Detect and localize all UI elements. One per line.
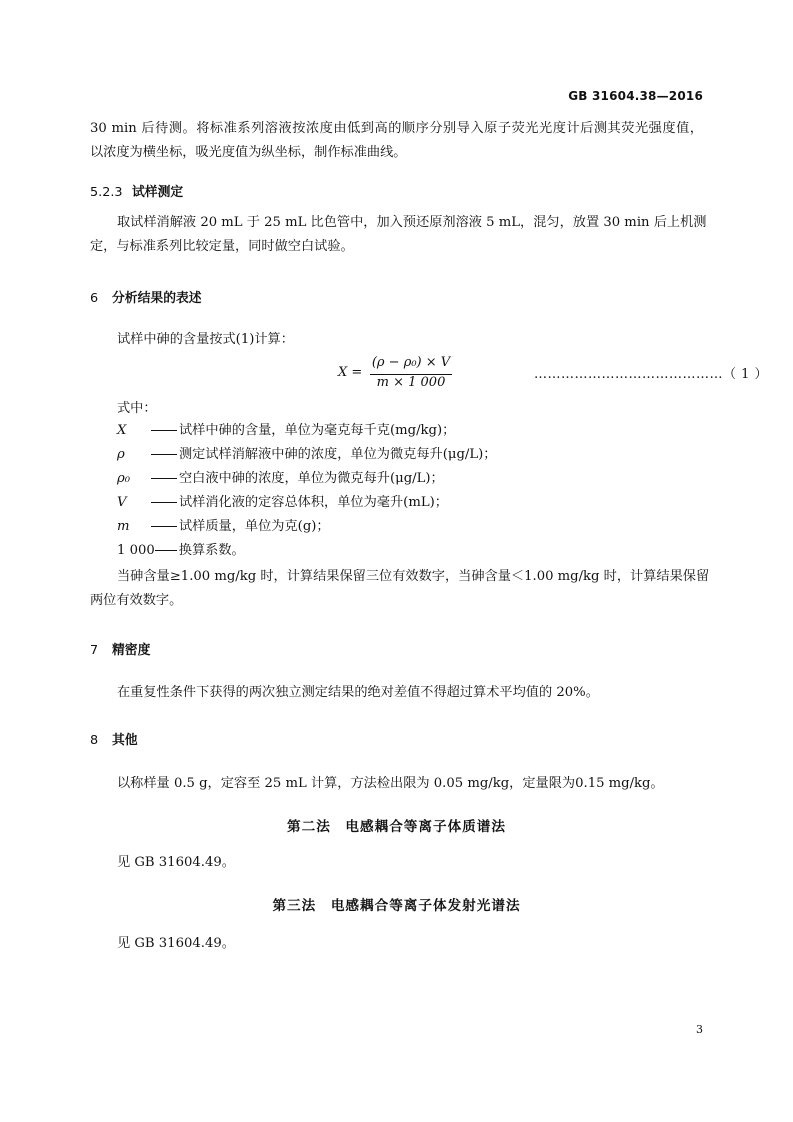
paragraph-sample-measurement — [90, 211, 707, 259]
em-dash — [151, 502, 177, 503]
method-3-title: 第三法 电感耦合等离子体发射光谱法 — [272, 898, 521, 914]
paragraph-line: 以浓度为横坐标，吸光度值为纵坐标，制作标准曲线。 — [90, 145, 407, 160]
method-2-reference: 见 GB 31604.49。 — [117, 855, 235, 870]
variable-desc: 试样质量，单位为克(g)； — [179, 519, 330, 534]
variable-desc: 试样中砷的含量，单位为毫克每千克(mg/kg)； — [179, 423, 456, 438]
paragraph-rounding-note — [90, 565, 710, 613]
paragraph-line: 定，与标准系列比较定量，同时做空白试验。 — [90, 239, 354, 254]
section-number: 6 — [90, 291, 99, 306]
section-number: 8 — [90, 733, 99, 748]
method-2-title: 第二法 电感耦合等离子体质谱法 — [287, 819, 506, 835]
document-code-header: GB 31604.38—2016 — [568, 89, 703, 103]
variable-row — [117, 515, 330, 539]
paragraph-line: 取试样消解液 20 mL 于 25 mL 比色管中，加入预还原剂溶液 5 mL，混匀，放置 30 min 后上机测 — [117, 215, 707, 230]
formula-denominator: m × 1 000 — [376, 375, 446, 390]
section-title: 其他 — [112, 733, 138, 748]
page-number: 3 — [696, 1023, 703, 1036]
variable-row — [117, 419, 455, 443]
paragraph-line: 30 min 后待测。将标准系列溶液按浓度由低到高的顺序分别导入原子荧光光度计后测其荧光强度值， — [90, 121, 703, 136]
section-title: 精密度 — [112, 643, 151, 658]
section-title: 分析结果的表述 — [112, 291, 202, 306]
section-title: 试样测定 — [132, 185, 184, 200]
where-label: 式中： — [117, 401, 157, 416]
paragraph-calibration — [90, 117, 703, 165]
em-dash — [151, 454, 177, 455]
variable-symbol: m — [117, 519, 130, 534]
variable-desc: 空白液中砷的浓度，单位为微克每升(μg/L)； — [179, 471, 444, 486]
equation-number: ……………………………………（ 1 ） — [534, 367, 769, 382]
paragraph-other: 以称样量 0.5 g，定容至 25 mL 计算，方法检出限为 0.05 mg/kg，定量限为0.15 mg/kg。 — [117, 776, 664, 791]
variable-symbol: X — [117, 423, 127, 438]
section-number: 5.2.3 — [90, 185, 123, 200]
section-heading-5-2-3 — [90, 181, 183, 200]
formula-numerator: (ρ − ρ₀) × V — [371, 355, 451, 370]
variable-desc: 换算系数。 — [178, 543, 245, 558]
em-dash — [155, 550, 177, 551]
formula-lhs: X = — [338, 365, 363, 380]
section-heading-6 — [90, 287, 202, 306]
em-dash — [151, 526, 177, 527]
section-heading-8 — [90, 729, 138, 748]
variable-symbol: V — [117, 495, 127, 510]
method-3-reference: 见 GB 31604.49。 — [117, 936, 235, 951]
variable-symbol: ρ₀ — [117, 471, 131, 486]
variable-row — [117, 443, 496, 467]
variable-desc: 测定试样消解液中砷的浓度，单位为微克每升(μg/L)； — [179, 447, 497, 462]
em-dash — [151, 478, 177, 479]
paragraph-line: 当砷含量≥1.00 mg/kg 时，计算结果保留三位有效数字，当砷含量＜1.00 mg/kg 时，计算结果保留 — [117, 569, 710, 584]
variable-row — [117, 467, 444, 491]
section-heading-7 — [90, 639, 150, 658]
paragraph-precision: 在重复性条件下获得的两次独立测定结果的绝对差值不得超过算术平均值的 20%。 — [117, 685, 599, 700]
variable-row — [117, 539, 245, 563]
variable-symbol: 1 000 — [117, 543, 155, 558]
paragraph-line: 两位有效数字。 — [90, 593, 183, 608]
em-dash — [151, 430, 177, 431]
variable-desc: 试样消化液的定容总体积，单位为毫升(mL)； — [179, 495, 448, 510]
variable-symbol: ρ — [117, 447, 125, 462]
variable-row — [117, 491, 448, 515]
section-number: 7 — [90, 643, 99, 658]
formula-intro: 试样中砷的含量按式(1)计算： — [117, 332, 294, 347]
